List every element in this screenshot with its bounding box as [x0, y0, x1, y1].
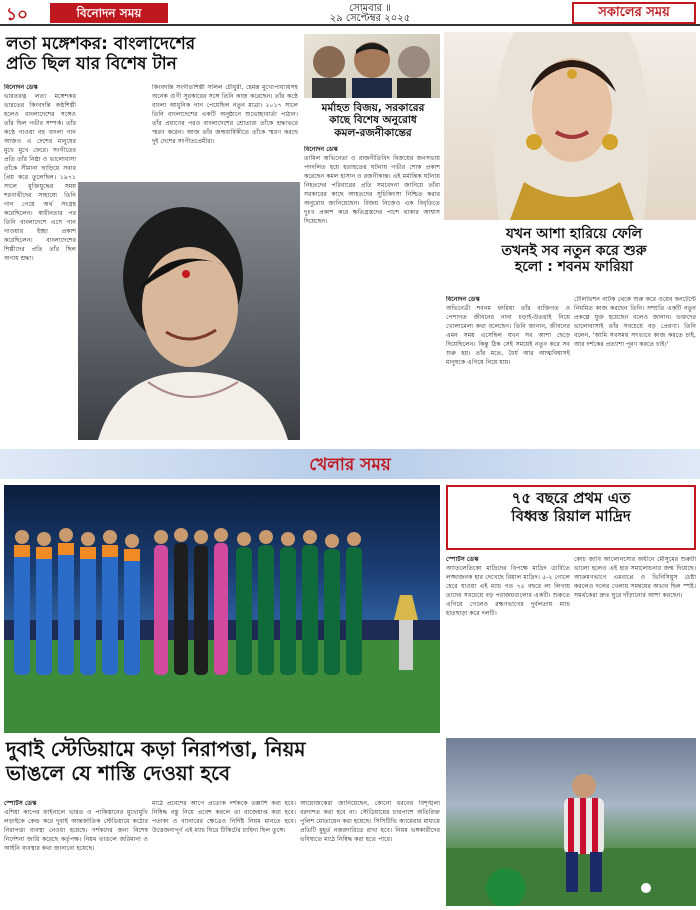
dubai-column-1: স্পোর্টস ডেস্ক এশিয়া কাপের ফাইনালে ভারত ও পাকিস্তানের মুখোমুখি লড়াইকে কেন্দ্র করে দুবাই আন্তর্জাতিক স্টেডিয়ামে কঠোর নিরাপত্তা ব্যবস্থা নেওয়া হয়েছে। দর্শকদের জন্য বিশেষ নির্দেশনা জারি করেছে কর্তৃপক্ষ। নিয়ম ভাঙলে জরিমানা ও আইনি ব্যবস্থার কথা জানানো হয়েছে।: [4, 800, 148, 852]
shabnam-column-1: বিনোদন ডেস্ক অভিনেত্রী শবনম ফারিয়া তাঁর ব্যক্তিগত ও পেশাগত জীবনের নানা চড়াই-উতরাই নিয়ে খোলামেলা কথা বলেছেন। তিনি জানান, জীবনের এমন সময় এসেছিল যখন সব আশা ছেড়ে দিয়েছিলেন। কিন্তু ঠিক সেই সময়েই নতুন করে সব শুরু হয়। তাঁর মতে, ধৈর্য আর আত্মবিশ্বাসই মানুষকে এগিয়ে নিয়ে যায়।: [446, 296, 570, 366]
lata-portrait-illustration: [78, 182, 300, 440]
shabnam-illustration: [444, 32, 696, 220]
shabnam-column-2: টেলিভিশন নাটক থেকে শুরু করে ওয়েব কনটেন্টে নিয়মিত কাজ করছেন তিনি। সম্প্রতি একটি নতুন প্রকল্পে যুক্ত হয়েছেন বলেও জানান। ভক্তদের ভালোবাসাই তাঁর সবচেয়ে বড় প্রেরণা। তিনি বলেন, 'আমি সবসময় সৎভাবে কাজ করতে চাই, আর দর্শকের প্রত্যাশা পূরণ করতে চাই।': [574, 296, 696, 348]
football-photo: [446, 738, 696, 906]
teams-lineup-illustration: [4, 485, 440, 733]
shabnam-photo: [444, 32, 696, 220]
actors-photo: [304, 34, 440, 98]
lata-column-1: বিনোদন ডেস্ক ভারতরত্ন লতা মঙ্গেশকর ভারতের কিংবদন্তি কণ্ঠশিল্পী হলেও বাংলাদেশের সঙ্গেও তাঁর ছিল গভীর সম্পর্ক। তাঁর কণ্ঠে গাওয়া বহু বাংলা গান আজও এ দেশের মানুষের মুখে মুখে ফেরে। সংগীতের প্রতি তাঁর নিষ্ঠা ও ভালোবাসা তাঁকে সীমানা ছাড়িয়ে সবার প্রিয় করে তুলেছিল। ১৯৭১ সালে মুক্তিযুদ্ধের সময় শরণার্থীদের সাহায্যে তিনি গান গেয়ে অর্থ সংগ্রহ করেছিলেন। স্বাধীনতার পর তিনি বাংলাদেশে এসে গান গাওয়ার ইচ্ছা প্রকাশ করেছিলেন। বাংলাদেশের শিল্পীদের প্রতি তাঁর ছিল অগাধ শ্রদ্ধা।: [4, 84, 76, 262]
dateline: [300, 4, 440, 24]
kamal-body: বিনোদন ডেস্ক তামিল অভিনেতা ও রাজনীতিবিদ বিজয়ের জনসভায় পদদলিত হয়ে হতাহতের ঘটনায় গভীর শোক প্রকাশ করেছেন কমল হাসান ও রজনীকান্ত। এই মর্মান্তিক ঘটনায় নিহতদের পরিবারের প্রতি সমবেদনা জানিয়ে তাঁরা সরকারের কাছে আহতদের সুচিকিৎসা নিশ্চিত করার অনুরোধ জানিয়েছেন। বিজয় নিজেও এক বিবৃতিতে দুঃখ প্রকাশ করে ক্ষতিগ্রস্তদের পাশে থাকার আশ্বাস দিয়েছেন।: [304, 146, 440, 225]
footballer-illustration: [446, 738, 696, 906]
real-byline: স্পোর্টস ডেস্ক: [446, 556, 479, 563]
page-number: ১০: [6, 5, 29, 25]
stadium-photo: [4, 485, 440, 733]
kamal-headline: মর্মাহত বিজয়, সরকারের কাছে বিশেষ অনুরোধ কমল-রজনীকান্তের: [321, 102, 425, 139]
lata-headline: লতা মঙ্গেশকর: বাংলাদেশের প্রতি ছিল যার বিশেষ টান: [6, 34, 196, 75]
dubai-column-2: মাঠে প্রবেশের আগে প্রত্যেক দর্শককে তল্লাশি করা হবে। নিষিদ্ধ বস্তু নিয়ে প্রবেশ করলে তা বাজেয়াপ্ত করা হবে। পতাকা ও ব্যানারের ক্ষেত্রেও নির্দিষ্ট নিয়ম মানতে হবে। উত্তেজনাপূর্ণ এই ম্যাচ ঘিরে টিকিটের চাহিদা ছিল তুঙ্গে।: [152, 800, 296, 834]
lata-column-2: কিংবদন্তি সংগীতশিল্পী সলিল চৌধুরী, হেমন্ত মুখোপাধ্যায়সহ অনেক গুণী সুরকারের সঙ্গে তিনি কাজ করেছেন। তাঁর কণ্ঠে বাংলা আধুনিক গান পেয়েছিল নতুন মাত্রা। ২০১৭ সালে তিনি বাংলাদেশের একটি অনুষ্ঠানে শুভেচ্ছাবার্তা পাঠান। তাঁর প্রয়াণের পরও বাংলাদেশের শ্রোতারা তাঁকে শ্রদ্ধাভরে স্মরণ করেন। আজ তাঁর জন্মবার্ষিকীতে তাঁকে স্মরণ করছে দুই দেশের সংগীতপ্রেমীরা।: [152, 84, 298, 145]
section-label: বিনোদন সময়: [50, 3, 168, 23]
shabnam-byline: বিনোদন ডেস্ক: [446, 296, 480, 303]
lata-byline: বিনোদন ডেস্ক: [4, 84, 38, 91]
actors-illustration: [304, 34, 440, 98]
newspaper-logo: সকালের সময়: [572, 2, 696, 24]
dubai-headline: দুবাই স্টেডিয়ামে কড়া নিরাপত্তা, নিয়ম ভাঙলে যে শাস্তি দেওয়া হবে: [6, 737, 306, 785]
day-label: সোমবার ॥: [349, 3, 391, 14]
real-column-1: স্পোর্টস ডেস্ক অ্যাতলেতিকো মাদ্রিদের বিপক্ষে মাদ্রিদ ডার্বিতে লজ্জাজনক হার দেখেছে রিয়াল মাদ্রিদ। ৫-২ গোলে হেরে যাওয়া এই ম্যাচ গত ৭৫ বছরে লা লিগায় তাদের সবচেয়ে বড় পরাজয়গুলোর একটি। শুরুতে এগিয়ে গেলেও রক্ষণভাগের দুর্বলতায় ম্যাচ হাতছাড়া করে দলটি।: [446, 556, 570, 617]
real-headline: ৭৫ বছরে প্রথম এত বিধ্বস্ত রিয়াল মাদ্রিদ: [511, 489, 631, 525]
dubai-column-3: আয়োজকেরা জানিয়েছেন, কোনো ধরনের বিশৃঙ্খলা বরদাশত করা হবে না। স্টেডিয়ামের চারপাশে অতিরিক্ত পুলিশ মোতায়েন করা হয়েছে। সিসিটিভি ক্যামেরার মাধ্যমে প্রতিটি মুহূর্ত নজরদারিতে রাখা হবে। নিয়ম ভঙ্গকারীদের ভবিষ্যতে মাঠে নিষিদ্ধ করা হতে পারে।: [300, 800, 440, 843]
dubai-byline: স্পোর্টস ডেস্ক: [4, 800, 37, 807]
real-column-2: কোচ জাবি আলোনসোর অধীনে মৌসুমের শুরুটা ভালো হলেও এই হার সমালোচনার জন্ম দিয়েছে। আক্রমণভাগে এমবাপ্পে ও ভিনিসিয়ুস চেষ্টা করলেও দলের খেলায় সমন্বয়ের অভাব ছিল স্পষ্ট। সমর্থকেরা দ্রুত ঘুরে দাঁড়ানোর আশা করছেন।: [574, 556, 696, 599]
kamal-byline: বিনোদন ডেস্ক: [304, 146, 338, 153]
lata-portrait: [78, 182, 300, 440]
sports-section-title: খেলার সময়: [309, 455, 391, 475]
date-label: ২৯ সেপ্টেম্বর ২০২৫: [329, 13, 411, 24]
shabnam-headline: যখন আশা হারিয়ে ফেলি তখনই সব নতুন করে শুরু হলো : শবনম ফারিয়া: [501, 226, 647, 276]
